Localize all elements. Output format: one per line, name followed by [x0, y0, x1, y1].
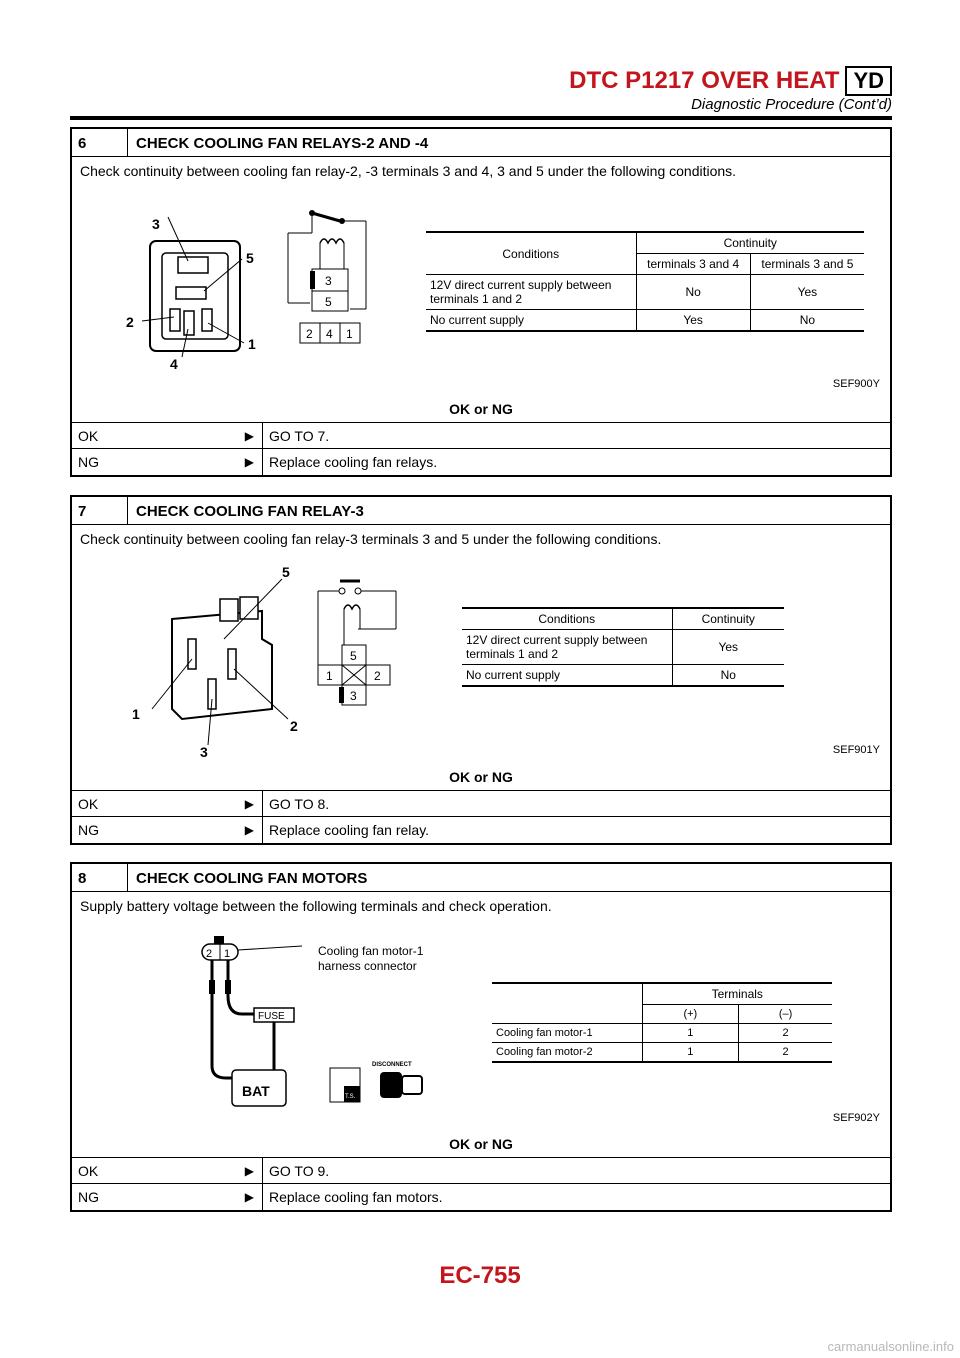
step-instruction: Check continuity between cooling fan relay-2, -3 terminals 3 and 4, 3 and 5 under the following conditions.: [80, 163, 737, 179]
relay-term-3: 3: [325, 274, 332, 288]
step-number: 6: [72, 129, 128, 156]
right-triangle-icon: ▶: [244, 823, 254, 837]
step-title: CHECK COOLING FAN RELAYS-2 AND -4: [136, 135, 429, 152]
step-header: [72, 497, 890, 525]
row2-condition: No current supply: [426, 310, 636, 332]
page-subtitle: Diagnostic Procedure (Cont’d): [691, 96, 892, 113]
step-title: CHECK COOLING FAN RELAY-3: [136, 503, 364, 520]
battery-label: BAT: [242, 1083, 270, 1099]
row2-condition: No current supply: [462, 665, 672, 687]
result-row-ng: [72, 449, 890, 475]
step-title: CHECK COOLING FAN MOTORS: [136, 870, 368, 887]
result-key: NG: [78, 1189, 99, 1205]
row1-condition: 12V direct current supply between terminals 1 and 2: [462, 630, 672, 665]
header-blank: [492, 983, 642, 1024]
callout-1: 1: [132, 706, 140, 722]
right-triangle-icon: ▶: [244, 1163, 254, 1178]
result-action: GO TO 7.: [262, 423, 890, 448]
step-header: [72, 129, 890, 157]
connector-pin-2: 2: [206, 948, 213, 960]
disconnect-label: DISCONNECT: [372, 1062, 412, 1068]
row1-condition: 12V direct current supply between terminals 1 and 2: [426, 275, 636, 310]
step-number: 7: [72, 497, 128, 524]
step-body: [72, 157, 890, 423]
continuity-table-7: [462, 607, 784, 687]
result-action: Replace cooling fan relay.: [262, 817, 890, 843]
header-conditions: Conditions: [426, 232, 636, 275]
callout-5: 5: [246, 250, 254, 266]
row1-plus: 1: [642, 1024, 739, 1043]
right-triangle-icon: ▶: [244, 1190, 254, 1204]
header-conditions: Conditions: [462, 608, 672, 630]
result-row-ok: [72, 1158, 890, 1184]
row2-plus: 1: [642, 1043, 739, 1063]
figure-code: SEF900Y: [832, 378, 880, 390]
header-title-group: [569, 66, 892, 96]
row1-minus: 2: [739, 1024, 832, 1043]
engine-badge: YD: [845, 66, 892, 96]
result-row-ng: [72, 1184, 890, 1210]
right-triangle-icon: ▶: [244, 455, 254, 469]
row1-motor: Cooling fan motor-1: [492, 1024, 642, 1043]
step-number: 8: [72, 864, 128, 891]
page-header: [70, 66, 892, 120]
callout-2: 2: [126, 314, 134, 330]
callout-1: 1: [248, 336, 256, 352]
result-action: Replace cooling fan motors.: [262, 1184, 890, 1210]
subheader-3-5: terminals 3 and 5: [750, 254, 864, 275]
result-action: GO TO 8.: [262, 791, 890, 816]
step-instruction: Check continuity between cooling fan relay-3 terminals 3 and 5 under the following conditions.: [80, 531, 662, 547]
fuse-label: FUSE: [258, 1011, 285, 1022]
result-key: OK: [78, 427, 99, 444]
relay-term-5: 5: [350, 649, 357, 663]
result-action: Replace cooling fan relays.: [262, 449, 890, 475]
result-row-ok: [72, 423, 890, 449]
result-key: OK: [78, 795, 99, 812]
result-row-ok: [72, 791, 890, 817]
header-plus: (+): [642, 1005, 739, 1024]
row2-motor: Cooling fan motor-2: [492, 1043, 642, 1063]
page-title: DTC P1217 OVER HEAT: [569, 67, 840, 94]
row2-3-5: No: [799, 313, 816, 327]
callout-5: 5: [282, 564, 290, 580]
callout-2: 2: [290, 718, 298, 734]
result-key: OK: [78, 1162, 99, 1179]
page-number: EC-755: [439, 1262, 521, 1289]
relay-connector-figure: [112, 559, 312, 759]
step-header: [72, 864, 890, 892]
step-instruction: Supply battery voltage between the following terminals and check operation.: [80, 898, 552, 914]
callout-3: 3: [200, 744, 208, 759]
ts-label: T.S.: [345, 1094, 356, 1100]
ok-ng-label: OK or NG: [449, 401, 513, 417]
relay-term-4: 4: [326, 327, 333, 341]
row2-3-4: Yes: [636, 310, 750, 332]
result-row-ng: [72, 817, 890, 843]
harness-connector-label: Cooling fan motor-1 harness connector: [318, 944, 424, 973]
relay-term-2: 2: [306, 327, 313, 341]
right-triangle-icon: ▶: [244, 796, 254, 811]
callout-3: 3: [152, 216, 160, 232]
step-8-block: [70, 862, 892, 1212]
relay-term-1: 1: [326, 669, 333, 683]
figure-code: SEF901Y: [832, 744, 880, 756]
relay-schematic: [308, 573, 418, 713]
right-triangle-icon: ▶: [244, 428, 254, 443]
header-continuity: Continuity: [672, 608, 784, 630]
relay-term-5: 5: [325, 295, 332, 309]
ok-ng-label: OK or NG: [449, 769, 513, 785]
continuity-table-6: [426, 231, 864, 332]
row1-continuity: Yes: [672, 630, 784, 665]
header-terminals: Terminals: [642, 983, 832, 1005]
watermark: carmanualsonline.info: [827, 1339, 954, 1354]
connector-pin-1: 1: [224, 948, 231, 960]
header-continuity: Continuity: [636, 232, 864, 254]
result-key: NG: [78, 822, 99, 838]
header-rule: [70, 116, 892, 120]
result-action: GO TO 9.: [262, 1158, 890, 1183]
header-minus: (–): [739, 1005, 832, 1024]
relay-term-1: 1: [346, 327, 353, 341]
row1-3-5: Yes: [750, 275, 864, 310]
step-body: [72, 892, 890, 1158]
callout-4: 4: [170, 356, 178, 372]
figure-code: SEF902Y: [832, 1112, 880, 1124]
ok-ng-label: OK or NG: [449, 1136, 513, 1152]
row2-continuity: No: [720, 668, 736, 682]
row2-minus: 2: [782, 1046, 789, 1058]
result-key: NG: [78, 454, 99, 470]
step-7-block: [70, 495, 892, 845]
subheader-3-4: terminals 3 and 4: [636, 254, 750, 275]
step-6-block: [70, 127, 892, 477]
row1-3-4: No: [636, 275, 750, 310]
relay-term-3: 3: [350, 689, 357, 703]
terminals-table-8: [492, 982, 832, 1063]
relay-term-2: 2: [374, 669, 381, 683]
relay-schematic: [270, 203, 390, 363]
step-body: [72, 525, 890, 791]
